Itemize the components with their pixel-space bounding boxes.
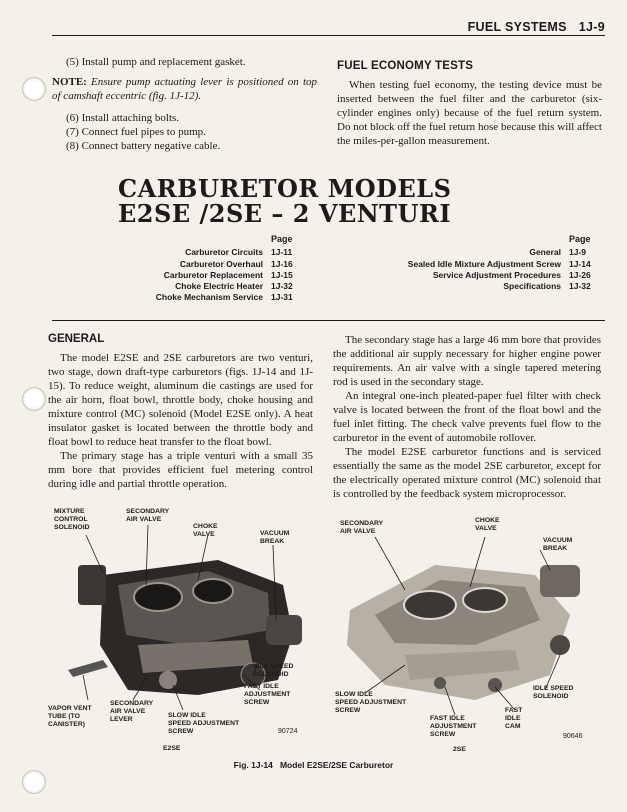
- carb-body: [347, 565, 580, 700]
- toc-right: Page General 1J-9 Sealed Idle Mixture Adjustment Screw 1J-14 Service Adjustment Procedures 1J-26 Specifications 1J-32: [315, 234, 605, 292]
- install-steps: [52, 55, 317, 153]
- model-label-2se: 2SE: [453, 746, 466, 753]
- label-fast-idle-adjustment-screw: FAST IDLE ADJUSTMENT SCREW: [244, 683, 291, 706]
- label-vacuum-break: VACUUM BREAK: [260, 530, 290, 545]
- figure-caption: Fig. 1J-14 Model E2SE/2SE Carburetor: [233, 760, 394, 770]
- step-6: (6) Install attaching bolts.: [66, 112, 180, 124]
- general-left-column: [48, 333, 313, 491]
- binder-hole-bottom: [22, 770, 46, 794]
- toc-entry[interactable]: General 1J-9: [529, 247, 587, 258]
- label-vacuum-break: VACUUM BREAK: [543, 537, 573, 552]
- toc-entry[interactable]: Carburetor Circuits 1J-11: [185, 247, 293, 258]
- general-title: GENERAL: [48, 333, 105, 345]
- general-p5: The model E2SE carburetor functions and is serviced essentially the same as the model 2SE carburetor, except for the electrically operated mixture control (MC) solenoid that is controlled by the feedback system microprocessor.: [333, 446, 601, 500]
- label-secondary-air-valve-lever: SECONDARY AIR VALVE LEVER: [110, 700, 154, 723]
- toc-entry[interactable]: Choke Electric Heater 1J-32: [175, 281, 293, 292]
- toc-entry[interactable]: Carburetor Replacement 1J-15: [163, 269, 293, 280]
- label-vapor-vent-tube: VAPOR VENT TUBE (TO CANISTER): [48, 705, 92, 728]
- general-p1: The model E2SE and 2SE carburetors are two venturi, two stage, down draft-type carburetors (figs. 1J-14 and 1J-15). To reduce weight, aluminum die castings are used for the air horn, float bowl, throttle body, choke housing and mixture control (MC) solenoid (Model E2SE only). A heat insulator gasket is located between the throttle body and float bowl to reduce heat transfer to the float bowl.: [48, 352, 313, 448]
- header-rule: [52, 35, 605, 36]
- label-idle-speed-solenoid: IDLE SPEED SOLENOID: [533, 685, 574, 700]
- step-8: (8) Connect battery negative cable.: [66, 140, 221, 152]
- toc-page-label: Page: [271, 234, 293, 244]
- label-idle-speed-solenoid: IDLE SPEED SOLENOID: [253, 663, 294, 678]
- main-title-line2: E2SE /2SE – 2 VENTURI: [118, 199, 452, 228]
- running-header: [468, 20, 605, 34]
- general-p4: An integral one-inch pleated-paper fuel filter with check valve is located between the front of the float bowl and the fuel inlet fitting. The check valve prevents fuel flow to the carburetor in the event of automobile rollover.: [333, 390, 601, 444]
- note: [52, 75, 317, 103]
- label-choke-valve: CHOKE VALVE: [475, 517, 500, 532]
- toc-entry[interactable]: Specifications 1J-32: [503, 281, 591, 292]
- label-secondary-air-valve: SECONDARY AIR VALVE: [340, 520, 384, 535]
- toc-entry[interactable]: Carburetor Overhaul 1J-16: [179, 258, 293, 269]
- fuel-economy-body: When testing fuel economy, the testing device must be inserted between the fuel filter and the carburetor (six-cylinder engines only) because of the fuel return system. Do not block off the fuel return hose because this will affect the miles-per-gallon measurement.: [337, 79, 602, 147]
- general-p3: The secondary stage has a large 46 mm bore that provides the additional air supply necessary for higher engine power requirements. An air valve with a single tapered metering rod is used in the secondary stage.: [333, 334, 601, 388]
- fuel-economy-section: [337, 60, 602, 148]
- label-slow-idle-speed-adjustment-screw: SLOW IDLE SPEED ADJUSTMENT SCREW: [335, 691, 407, 714]
- figure-number-right: 90646: [563, 733, 583, 740]
- label-secondary-air-valve: SECONDARY AIR VALVE: [126, 508, 170, 523]
- model-label-e2se: E2SE: [163, 745, 181, 752]
- label-mixture-control-solenoid: MIXTURE CONTROL SOLENOID: [54, 508, 90, 531]
- binder-hole-middle: [22, 387, 46, 411]
- toc-entry[interactable]: Sealed Idle Mixture Adjustment Screw 1J-14: [407, 258, 591, 269]
- main-title-line1: CARBURETOR MODELS: [118, 174, 452, 203]
- toc-entry[interactable]: Choke Mechanism Service 1J-31: [155, 292, 293, 303]
- header-page-number: 1J-9: [578, 20, 605, 34]
- figure-2se: [335, 515, 605, 755]
- section-rule: [52, 320, 605, 321]
- label-fast-idle-cam: FAST IDLE CAM: [505, 707, 523, 730]
- note-text: Ensure pump actuating lever is positioned on top of camshaft eccentric (fig. 1J-12).: [52, 76, 317, 102]
- toc-left: [57, 234, 307, 304]
- label-fast-idle-adjustment-screw: FAST IDLE ADJUSTMENT SCREW: [430, 715, 477, 738]
- header-section: FUEL SYSTEMS: [467, 20, 567, 34]
- fuel-economy-title: FUEL ECONOMY TESTS: [337, 60, 474, 72]
- step-5: (5) Install pump and replacement gasket.: [66, 56, 246, 68]
- toc-entry[interactable]: Service Adjustment Procedures 1J-26: [432, 269, 591, 280]
- step-7: (7) Connect fuel pipes to pump.: [66, 126, 206, 138]
- label-choke-valve: CHOKE VALVE: [193, 523, 218, 538]
- note-label: NOTE:: [52, 76, 87, 88]
- figure-e2se: [48, 505, 318, 755]
- binder-hole-top: [22, 77, 46, 101]
- label-slow-idle-speed-adjustment-screw: SLOW IDLE SPEED ADJUSTMENT SCREW: [168, 712, 240, 735]
- general-p2: The primary stage has a triple venturi with a small 35 mm bore that provides efficient fuel metering control during idle and partial throttle operation.: [48, 450, 313, 490]
- general-right-column: [333, 333, 601, 501]
- figure-number-left: 90724: [278, 728, 298, 735]
